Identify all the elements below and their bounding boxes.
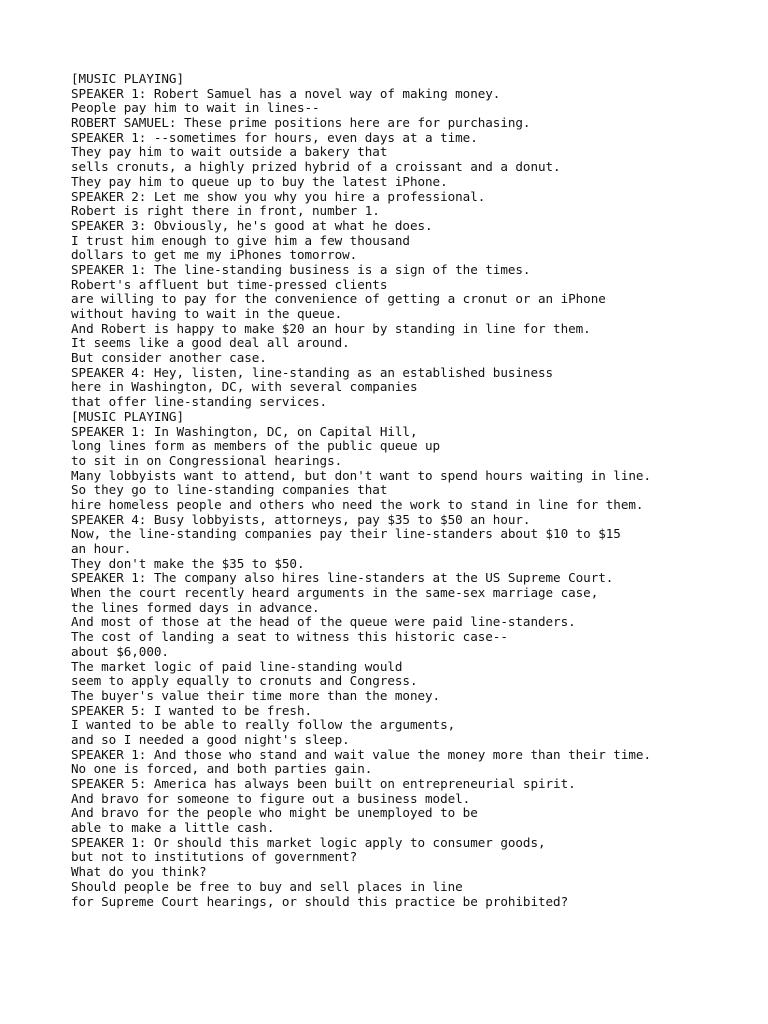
- transcript-text: [71, 72, 751, 909]
- transcript-line: So they go to line-standing companies that: [71, 482, 388, 498]
- transcript-line: The market logic of paid line-standing would: [71, 658, 403, 674]
- transcript-line: an hour.: [71, 541, 132, 556]
- transcript-line: SPEAKER 3: Obviously, he's good at what he does.: [71, 217, 433, 233]
- transcript-line: Should people be free to buy and sell places in line: [71, 878, 463, 894]
- transcript-line: And bravo for the people who might be unemployed to be: [71, 805, 478, 821]
- transcript-line: able to make a little cash.: [71, 820, 275, 836]
- transcript-line: SPEAKER 1: And those who stand and wait value the money more than their time.: [71, 746, 651, 762]
- transcript-line: SPEAKER 5: America has always been built on entrepreneurial spirit.: [71, 776, 576, 791]
- transcript-line: hire homeless people and others who need the work to stand in line for them.: [71, 496, 644, 512]
- transcript-line: The cost of landing a seat to witness this historic case--: [71, 629, 508, 645]
- transcript-line: SPEAKER 1: Robert Samuel has a novel way of making money.: [71, 85, 501, 101]
- transcript-line: They pay him to queue up to buy the latest iPhone.: [71, 173, 448, 189]
- transcript-line: People pay him to wait in lines--: [71, 100, 320, 116]
- transcript-line: SPEAKER 1: --sometimes for hours, even days at a time.: [71, 129, 478, 145]
- transcript-line: here in Washington, DC, with several companies: [71, 379, 418, 395]
- transcript-line: and so I needed a good night's sleep.: [71, 731, 350, 747]
- transcript-line: SPEAKER 5: I wanted to be fresh.: [71, 702, 313, 718]
- transcript-line: They pay him to wait outside a bakery that: [71, 144, 388, 160]
- transcript-line: The buyer's value their time more than the money.: [71, 687, 441, 703]
- transcript-line: for Supreme Court hearings, or should this practice be prohibited?: [71, 893, 569, 909]
- transcript-line: [MUSIC PLAYING]: [71, 71, 184, 86]
- transcript-line: And bravo for someone to figure out a business model.: [71, 790, 471, 806]
- transcript-line: sells cronuts, a highly prized hybrid of a croissant and a donut.: [71, 159, 561, 175]
- transcript-line: [MUSIC PLAYING]: [71, 408, 184, 424]
- transcript-line: about $6,000.: [71, 643, 169, 659]
- transcript-line: are willing to pay for the convenience of getting a cronut or an iPhone: [71, 291, 606, 307]
- transcript-line: Now, the line-standing companies pay their line-standers about $10 to $15: [71, 526, 621, 542]
- transcript-line: to sit in on Congressional hearings.: [71, 452, 343, 468]
- transcript-line: dollars to get me my iPhones tomorrow.: [71, 247, 358, 263]
- transcript-line: But consider another case.: [71, 350, 267, 366]
- transcript-line: No one is forced, and both parties gain.: [71, 761, 373, 777]
- transcript-line: SPEAKER 1: Or should this market logic apply to consumer goods,: [71, 834, 546, 850]
- transcript-line: They don't make the $35 to $50.: [71, 555, 305, 571]
- transcript-line: SPEAKER 1: The line-standing business is a sign of the times.: [71, 261, 531, 277]
- transcript-line: but not to institutions of government?: [71, 849, 358, 865]
- transcript-line: seem to apply equally to cronuts and Congress.: [71, 673, 418, 689]
- transcript-line: SPEAKER 4: Busy lobbyists, attorneys, pay $35 to $50 an hour.: [71, 511, 531, 527]
- transcript-line: I trust him enough to give him a few thousand: [71, 232, 410, 248]
- transcript-line: SPEAKER 4: Hey, listen, line-standing as an established business: [71, 364, 554, 380]
- transcript-line: the lines formed days in advance.: [71, 599, 320, 615]
- transcript-line: When the court recently heard arguments in the same-sex marriage case,: [71, 585, 599, 601]
- transcript-line: Robert's affluent but time-pressed clients: [71, 276, 388, 292]
- transcript-line: ROBERT SAMUEL: These prime positions here are for purchasing.: [71, 115, 531, 131]
- transcript-line: SPEAKER 2: Let me show you why you hire a professional.: [71, 188, 486, 204]
- transcript-line: Robert is right there in front, number 1.: [71, 203, 380, 219]
- transcript-line: It seems like a good deal all around.: [71, 335, 350, 351]
- transcript-line: that offer line-standing services.: [71, 394, 328, 410]
- transcript-line: And most of those at the head of the queue were paid line-standers.: [71, 614, 576, 630]
- transcript-line: SPEAKER 1: The company also hires line-standers at the US Supreme Court.: [71, 570, 614, 586]
- transcript-line: I wanted to be able to really follow the arguments,: [71, 717, 456, 733]
- transcript-line: And Robert is happy to make $20 an hour by standing in line for them.: [71, 320, 591, 336]
- transcript-line: long lines form as members of the public queue up: [71, 438, 441, 454]
- transcript-line: Many lobbyists want to attend, but don't want to spend hours waiting in line.: [71, 467, 651, 483]
- transcript-line: What do you think?: [71, 864, 207, 880]
- transcript-line: SPEAKER 1: In Washington, DC, on Capital Hill,: [71, 423, 418, 439]
- transcript-line: without having to wait in the queue.: [71, 306, 343, 321]
